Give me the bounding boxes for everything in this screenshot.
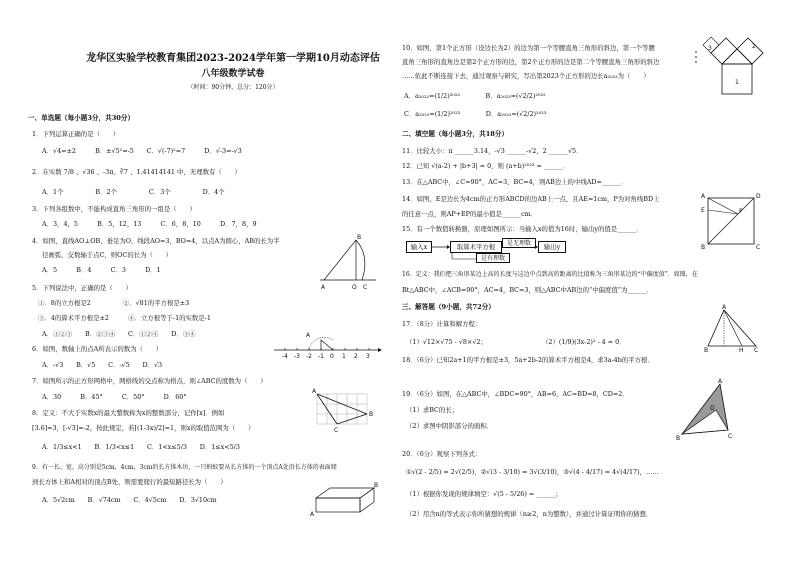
q7-label-c: C: [334, 427, 339, 434]
q4-label-c: C: [363, 284, 368, 291]
q9-options: A．5√2cm B．√74cm C．4√5cm D．3√10cm: [42, 496, 217, 504]
q3-stem: 3．下列各组数中，不能构成直角三角形的一组是（ ）: [32, 205, 196, 213]
q10-options-2: C．a₂₀₂₃=(1/2)²⁰²³ D．a₂₀₂₃=(√2/2)²⁰²³: [404, 110, 547, 118]
q5-statement-1: ①．8的立方根是2 ②．√81的平方根是±3: [38, 299, 190, 307]
q6-options: A．-√3 B．√5 C．-√5 D．√3: [42, 361, 163, 369]
section3-heading: 三、解答题（9小题，共72分）: [402, 303, 495, 311]
q10-squares-figure: [690, 40, 770, 96]
q19-part-1: （1）求BC的长；: [406, 406, 459, 414]
q12: 12．已知 √(a-2) + |b+3| = 0，则 (a+b)²⁰²³ = ______．: [402, 162, 570, 170]
q7-label-a: A: [312, 388, 317, 395]
q1-stem: 1．下列运算正确的是（ ）: [32, 130, 120, 138]
q6-stem: 6．如图，数轴上的点A所表示的数为（ ）: [32, 345, 163, 353]
q6-tick-label: 1: [342, 353, 346, 360]
q19-label-d: D: [710, 405, 715, 412]
exam-title: 龙华区实验学校教育集团2023-2024学年第一学期10月动态评估: [86, 53, 380, 64]
q4-options: A．5 B．4 C．3 D．1: [42, 266, 161, 274]
q19-triangle-figure: [676, 380, 740, 444]
q4-stem-1: 4．如图，直线AO⊥OB，垂足为O，线段AO=3，BO=4，以点A为圆心，AB的长为半: [32, 237, 280, 245]
q10-options-1: A．a₂₀₂₃=(1/2)²⁰²² B．a₂₀₂₃=(√2/2)²⁰²²: [404, 92, 546, 100]
exam-meta: （时间：90分钟，总分：120分）: [187, 84, 279, 91]
flow-sqrt: 取算术平方根: [450, 241, 502, 253]
q9-label-b: B: [374, 482, 379, 489]
q19-label-c: C: [728, 433, 733, 440]
q6-tick-label: -1: [318, 353, 324, 360]
q17-part-2: （2）(1/9)(3x-2)² - 4 = 0．: [542, 338, 626, 346]
q7-stem: 7．如图所示的正方形网格中，网格线的交点称为格点，则∠ABC的度数为（ ）: [32, 377, 267, 385]
q5-stem: 5．下列说法中，正确的是（ ）: [32, 284, 132, 292]
q8-stem-1: 8．定义：不大于实数x的最大整数称为x的整数部分，记作[x]．例如: [32, 409, 225, 417]
q20: 20．（6分）观察下列各式：: [402, 450, 482, 458]
q5-statement-2: ③．4的算术平方根是±2 ④．立方根等于-1的实数是-1: [38, 314, 211, 322]
flow-arrows: [432, 245, 542, 261]
q14-label-d: D: [756, 193, 761, 200]
flow-irrational: 是无理数: [502, 238, 536, 248]
q4-figure: [318, 232, 378, 292]
q16-triangle-figure: [704, 304, 760, 354]
q17: 17．（8分）计算和解方程：: [402, 320, 482, 328]
flow-input: 输入x: [406, 241, 432, 253]
q20-part-2: （2）用含n的等式表示你所猜想的规律（n≥2，n为整数），并通过计算证明你的猜想．: [406, 510, 653, 518]
q20-equations: ①√(2 - 2/5) = 2√(2/5)，②√(3 - 3/10) = 3√(3/10)，③√(4 - 4/17) = 4√(4/17)，……: [406, 468, 659, 476]
exam-subtitle: 八年级数学试卷: [201, 69, 265, 79]
q11: 11．比较大小：π ______3.14，-√3 ______-√2，2 ______√5．: [402, 147, 583, 155]
q7-grid-figure: [312, 388, 372, 434]
q6-tick-label: 2: [354, 353, 358, 360]
q19-part-2: （2）求图中阴影部分的面积．: [406, 422, 494, 430]
q19: 19．（6分）如图，在△ABC中，∠BDC=90°，AB=6，AC=BD=8，CD=2．: [402, 390, 629, 398]
q2-options: A．1个 B．2个 C．3个 D．4个: [42, 188, 225, 196]
q7-options: A．30 B．45° C．50° D．60°: [42, 393, 187, 401]
q2-stem: 2．在实数 7/8 、√36 、-3π、∛7 、1.41414141 中，无理数有（ ）: [32, 168, 241, 176]
q14-label-p: P: [739, 208, 743, 215]
q4-label-b: B: [357, 234, 362, 241]
q10-label-3: 3: [708, 45, 712, 52]
q20-part-1: （1）根据你发现的规律填空：√(5 - 5/26) = ______；: [406, 490, 562, 498]
q19-label-b: B: [676, 435, 681, 442]
q3-options: A．3，4，5 B．5，12，13 C．6，8，10 D．7，8，9: [42, 220, 257, 228]
q10-line-1: 10．如图，第1个正方形（设边长为2）的边为第一个等腰直角三角形的斜边，第一个等腰: [402, 44, 655, 52]
q10-label-1: 1: [735, 79, 739, 86]
q6-tick-label: -3: [294, 353, 300, 360]
q10-line-3: ……依此不断连接下去，通过观察与研究，写出第2023个正方形的边长a₂₀₂₃为（ ）: [402, 72, 650, 80]
q8-stem-2: [3.6]=3，[-√3]=-2，按此规定，若[(1-3x)/2]=1，则x的取值范围为（ ）: [32, 424, 255, 432]
q6-number-line: [272, 328, 382, 360]
q7-label-b: B: [369, 411, 374, 418]
q14-label-b: B: [701, 244, 706, 251]
q10-line-2: 直角三角形的直角边是第2个正方形的边，第2个正方形的边是第二个等腰直角三角形的斜边: [402, 58, 660, 66]
q1-options: A．√4=±2 B．±√5²=-5 C．√(-7)²=7 D．√-3=-√3: [42, 147, 242, 155]
q14-square-figure: [700, 192, 762, 250]
q6-tick-label: 0: [330, 353, 334, 360]
q4-label-a: A: [321, 284, 326, 291]
q5-options: A．①②③ B．②③④ C．①②④ D．③④: [42, 330, 196, 338]
q9-stem-2: 到长方体上和A相对的顶点B处，则需要爬行的最短路径长为（ ）: [32, 478, 227, 486]
q17-part-1: （1）√12×√75 - √8×√2；: [406, 338, 487, 346]
q10-label-2: 2: [752, 43, 756, 50]
q16-label-c: C: [754, 347, 759, 354]
q18: 18．（6分）已知2a+1的平方根是±3，5a+2b-2的算术平方根是4，求3a-4b的平方根．: [402, 356, 654, 364]
q9-box-figure: [308, 482, 379, 518]
q6-tick-label: -2: [306, 353, 312, 360]
q6-tick-label: -4: [282, 353, 288, 360]
q19-label-a: A: [718, 378, 723, 385]
q9-stem-1: 9．有一长、宽、高分别是5cm，4cm，3cm的长方体木块，一只蚂蚁要从长方体的一个顶点A处沿长方体的表面爬: [32, 464, 337, 471]
q14-line-2: 的任意一点，则AP+EP的最小值是______cm．: [402, 210, 538, 218]
q4-label-o: O: [352, 284, 357, 291]
q14-label-c: C: [756, 244, 761, 251]
section2-heading: 二、填空题（每小题3分，共18分）: [402, 130, 509, 138]
q14-label-a: A: [701, 193, 706, 200]
q16-label-b: B: [704, 347, 709, 354]
q16-line-2: Rt△ABC中，∠ACB=90°，AC=4，BC=3，则△ABC中AB边的“中偏度值”为______．: [402, 286, 654, 294]
q6-point-label: A: [306, 332, 311, 339]
q16-label-h: H: [739, 347, 744, 354]
q6-tick-label: 3: [366, 353, 370, 360]
flow-output: 输出y: [538, 241, 566, 253]
q16-label-a: A: [722, 304, 727, 311]
q9-label-a: A: [310, 511, 315, 518]
q15: 15．有一个数值转换器，原理如图所示：当输入x的值为16时，输出y的值是______．: [402, 225, 643, 233]
section1-heading: 一、单选题（每小题3分，共30分）: [28, 114, 135, 122]
q14-line-1: 14．如图，E是边长为4cm的正方形ABCD的边AB上一点，且AE=1cm，P为对角线BD上: [402, 195, 660, 203]
q14-label-e: E: [701, 207, 705, 214]
q13: 13．在△ABC中，∠C=90°，AC=3，BC=4，则AB边上的中线AD=______．: [402, 178, 628, 186]
q8-options: A．1/3≤x<1 B．1/3<x≤1 C．1<x≤5/3 D．1≤x<5/3: [42, 443, 240, 451]
q16-line-1: 16．定义：我们把三角形某边上高的长度与这边中点到高的距离的比值称为三角形某边的“中偏度值”．如图，在: [402, 271, 698, 278]
flow-rational: 是有理数: [476, 253, 510, 263]
q4-stem-2: 径画弧，交数轴于点C，则OC的长为（ ）: [42, 251, 173, 259]
